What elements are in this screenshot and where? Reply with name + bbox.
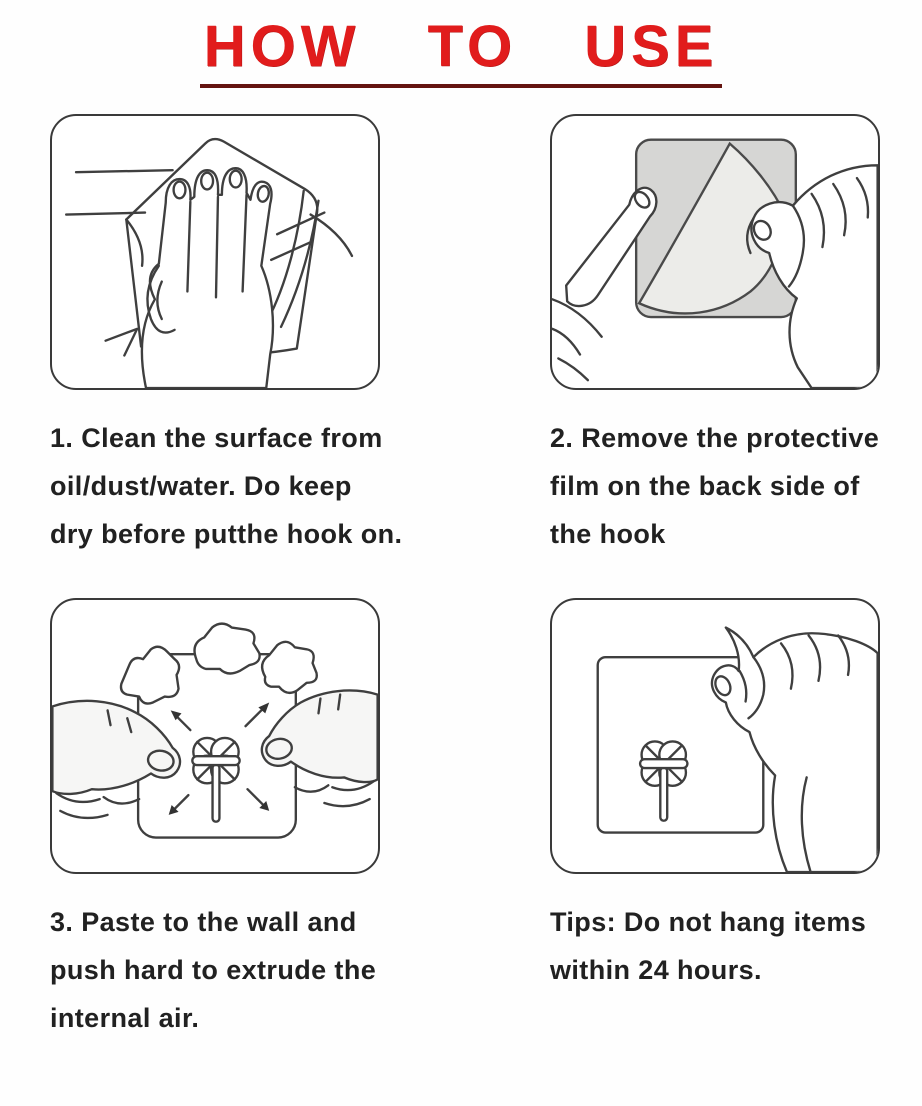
header bbox=[0, 0, 922, 88]
wipe-surface-icon bbox=[52, 116, 378, 388]
caption-line: 2. Remove the protective bbox=[550, 423, 880, 454]
step-1-caption bbox=[50, 414, 403, 558]
tips bbox=[550, 598, 880, 1042]
steps-grid bbox=[0, 88, 922, 1042]
caption-line: within 24 hours. bbox=[550, 955, 762, 986]
caption-line: push hard to extrude the bbox=[50, 955, 377, 986]
step-2-illustration bbox=[550, 114, 880, 390]
page-title: HOW TO USE bbox=[200, 16, 723, 88]
step-1 bbox=[50, 114, 403, 558]
caption-line: the hook bbox=[550, 519, 666, 550]
step-3 bbox=[50, 598, 380, 1042]
caption-line: internal air. bbox=[50, 1003, 200, 1034]
peel-film-icon bbox=[552, 116, 878, 388]
caption-line: film on the back side of bbox=[550, 471, 860, 502]
step-1-illustration bbox=[50, 114, 380, 390]
tips-illustration bbox=[550, 598, 880, 874]
step-2-caption bbox=[550, 414, 880, 558]
step-2 bbox=[550, 114, 880, 558]
caption-line: 3. Paste to the wall and bbox=[50, 907, 357, 938]
tips-caption bbox=[550, 898, 880, 994]
caption-line: dry before putthe hook on. bbox=[50, 519, 403, 550]
hold-hook-icon bbox=[552, 600, 878, 872]
press-plate-icon bbox=[52, 600, 378, 872]
caption-line: Tips: Do not hang items bbox=[550, 907, 867, 938]
step-3-illustration bbox=[50, 598, 380, 874]
step-3-caption bbox=[50, 898, 380, 1042]
caption-line: oil/dust/water. Do keep bbox=[50, 471, 352, 502]
caption-line: 1. Clean the surface from bbox=[50, 423, 383, 454]
